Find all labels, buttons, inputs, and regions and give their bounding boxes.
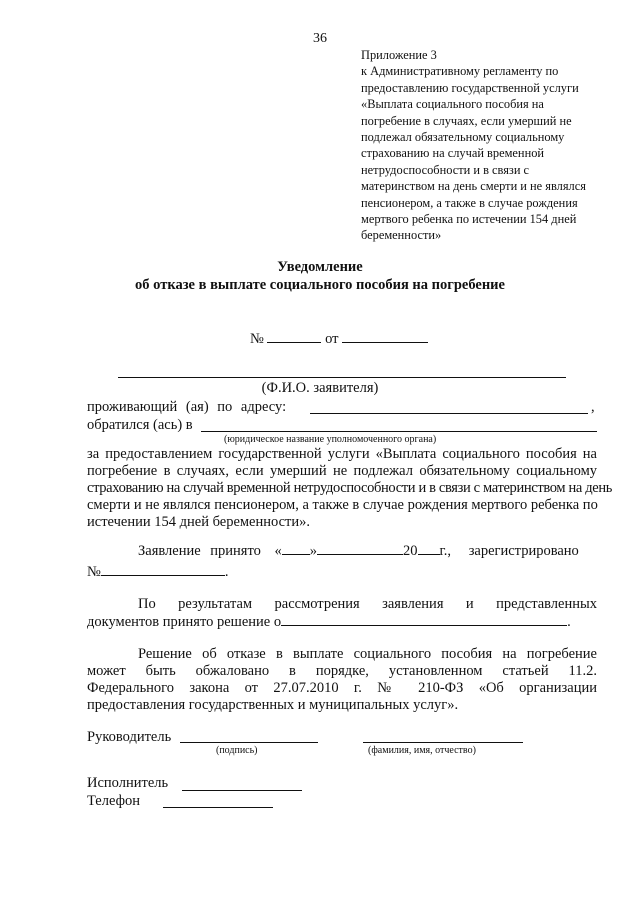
appendix-line: Приложение 3 bbox=[361, 48, 437, 62]
page-number: 36 bbox=[313, 31, 327, 46]
applicant-caption: (Ф.И.О. заявителя) bbox=[261, 380, 379, 396]
purpose-line: страхованию на случай временной нетрудоспособности и в связи с материнством на день bbox=[87, 480, 613, 496]
decision-line-2 bbox=[87, 613, 571, 631]
executor-field[interactable] bbox=[182, 790, 302, 791]
address-field[interactable] bbox=[310, 413, 588, 414]
quote-close: » bbox=[309, 543, 317, 559]
quote-open: « bbox=[274, 543, 282, 559]
appendix-line: к Административному регламенту по bbox=[361, 64, 559, 79]
signature-caption: (подпись) bbox=[216, 745, 258, 756]
accepted-label: Заявление принято bbox=[138, 543, 261, 559]
appendix-line: погребение в случаях, если умерший не bbox=[361, 113, 572, 128]
appeal-line: Федерального закона от 27.07.2010 г. № 210-ФЗ «Об организации bbox=[87, 680, 597, 696]
appendix-line: мертвого ребенка по истечении 154 дней bbox=[361, 212, 577, 227]
registration-dot: . bbox=[224, 564, 229, 580]
phone-label: Телефон bbox=[87, 793, 140, 809]
date-field[interactable] bbox=[342, 330, 428, 343]
address-line bbox=[87, 399, 597, 416]
appeal-line: Решение об отказе в выплате социального пособия на погребение bbox=[138, 646, 597, 662]
appendix-line: беременности» bbox=[361, 228, 442, 243]
address-label: проживающий (ая) по адресу: bbox=[87, 399, 287, 415]
number-label: № bbox=[250, 331, 264, 347]
name-caption: (фамилия, имя, отчество) bbox=[368, 745, 476, 756]
accepted-line bbox=[138, 542, 579, 560]
registration-no-label: № bbox=[87, 564, 101, 580]
appendix-line: материнством на день смерти и не являлся bbox=[361, 179, 586, 194]
decision-dot: . bbox=[567, 614, 571, 630]
purpose-line: погребение в случаях, если умерший не подлежал обязательному социальному bbox=[87, 463, 597, 479]
purpose-line: смерти и не являлся пенсионером, а также в случае рождения мертвого ребенка по bbox=[87, 497, 598, 513]
accepted-month-field[interactable] bbox=[317, 542, 403, 555]
accepted-year-field[interactable] bbox=[418, 542, 440, 555]
year-suffix: г., bbox=[439, 543, 452, 559]
signature-field[interactable] bbox=[180, 742, 318, 743]
authority-caption: (юридическое название уполномоченного органа) bbox=[224, 434, 437, 445]
executor-label: Исполнитель bbox=[87, 775, 169, 791]
appeal-line: предоставления государственных и муниципальных услуг». bbox=[87, 697, 459, 713]
decision-line: По результатам рассмотрения заявления и представленных bbox=[138, 596, 597, 612]
authority-field[interactable] bbox=[201, 431, 597, 432]
phone-field[interactable] bbox=[163, 807, 273, 808]
applied-line bbox=[87, 417, 597, 434]
accepted-day-field[interactable] bbox=[282, 542, 310, 555]
appeal-paragraph bbox=[87, 646, 597, 714]
appendix-line: страхованию на случай временной bbox=[361, 146, 545, 161]
head-label: Руководитель bbox=[87, 729, 172, 745]
document-subtitle: об отказе в выплате социального пособия на погребение bbox=[135, 277, 505, 293]
number-date-line bbox=[250, 330, 428, 348]
appendix-line: подлежал обязательному социальному bbox=[361, 130, 565, 145]
number-field[interactable] bbox=[267, 330, 321, 343]
head-name-field[interactable] bbox=[363, 742, 523, 743]
appendix-line: пенсионером, а также в случае рождения bbox=[361, 195, 578, 210]
registration-number-line bbox=[87, 563, 228, 581]
purpose-line: истечении 154 дней беременности». bbox=[87, 514, 311, 530]
purpose-paragraph bbox=[87, 446, 613, 531]
registered-label: зарегистрировано bbox=[468, 543, 579, 559]
appendix-line: предоставлению государственной услуги bbox=[361, 80, 579, 95]
document-title: Уведомление bbox=[277, 259, 363, 275]
year-prefix: 20 bbox=[403, 543, 418, 559]
appendix-block bbox=[361, 47, 611, 244]
purpose-line: за предоставлением государственной услуги «Выплата социального пособия на bbox=[87, 446, 597, 462]
applicant-name-field[interactable] bbox=[118, 377, 566, 378]
appendix-line: «Выплата социального пособия на bbox=[361, 97, 544, 112]
decision-label: документов принято решение о bbox=[87, 614, 282, 630]
decision-field[interactable] bbox=[281, 613, 567, 626]
appeal-line: может быть обжаловано в порядке, установленном статьей 11.2. bbox=[87, 663, 597, 679]
date-label: от bbox=[325, 331, 339, 347]
applied-label: обратился (ась) в bbox=[87, 417, 193, 433]
appendix-line: нетрудоспособности и в связи с bbox=[361, 162, 530, 177]
registration-number-field[interactable] bbox=[101, 563, 225, 576]
address-comma: , bbox=[591, 399, 595, 415]
